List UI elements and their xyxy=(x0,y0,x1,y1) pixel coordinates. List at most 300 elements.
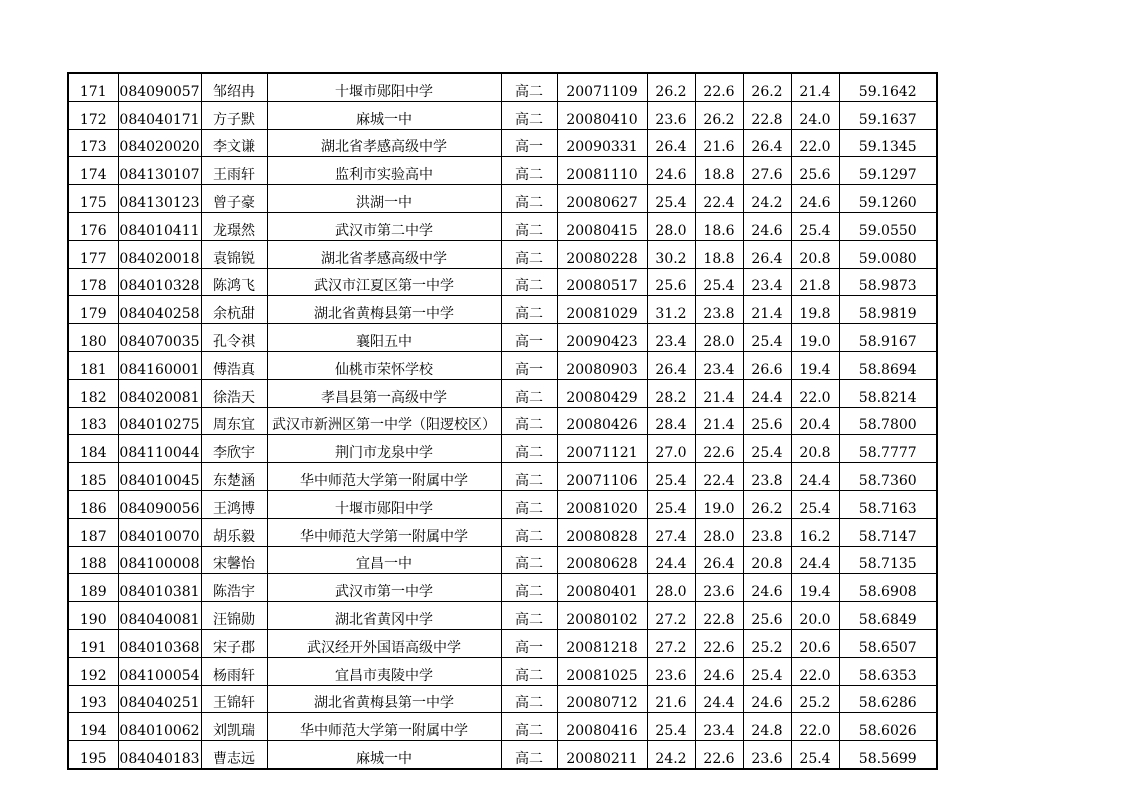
school-cell: 麻城一中 xyxy=(267,741,501,769)
birthdate-cell: 20071106 xyxy=(557,463,647,491)
score-1-cell: 24.4 xyxy=(647,546,695,574)
score-1-cell: 27.2 xyxy=(647,602,695,630)
school-cell: 宜昌市夷陵中学 xyxy=(267,657,501,685)
exam-id-cell: 084010381 xyxy=(118,574,201,602)
score-3-cell: 27.6 xyxy=(743,157,791,185)
birthdate-cell: 20080211 xyxy=(557,741,647,769)
score-1-cell: 27.2 xyxy=(647,629,695,657)
score-4-cell: 20.6 xyxy=(791,629,839,657)
birthdate-cell: 20080102 xyxy=(557,602,647,630)
school-cell: 武汉经开外国语高级中学 xyxy=(267,629,501,657)
score-3-cell: 23.4 xyxy=(743,268,791,296)
exam-id-cell: 084010368 xyxy=(118,629,201,657)
table-row xyxy=(68,268,937,296)
score-2-cell: 28.0 xyxy=(695,324,743,352)
exam-id-cell: 084070035 xyxy=(118,324,201,352)
score-2-cell: 21.4 xyxy=(695,407,743,435)
score-1-cell: 25.4 xyxy=(647,490,695,518)
school-cell: 宜昌一中 xyxy=(267,546,501,574)
exam-id-cell: 084020018 xyxy=(118,240,201,268)
name-cell: 王锦轩 xyxy=(201,685,267,713)
total-score-cell: 58.5699 xyxy=(839,741,937,769)
score-4-cell: 21.8 xyxy=(791,268,839,296)
score-4-cell: 22.0 xyxy=(791,129,839,157)
grade-cell: 高二 xyxy=(501,296,557,324)
birthdate-cell: 20080228 xyxy=(557,240,647,268)
grade-cell: 高二 xyxy=(501,212,557,240)
total-score-cell: 58.7777 xyxy=(839,435,937,463)
score-3-cell: 23.8 xyxy=(743,463,791,491)
name-cell: 袁锦锐 xyxy=(201,240,267,268)
table-row xyxy=(68,324,937,352)
score-3-cell: 24.6 xyxy=(743,685,791,713)
table-row xyxy=(68,185,937,213)
name-cell: 王雨轩 xyxy=(201,157,267,185)
school-cell: 湖北省黄梅县第一中学 xyxy=(267,685,501,713)
score-2-cell: 26.4 xyxy=(695,546,743,574)
birthdate-cell: 20071121 xyxy=(557,435,647,463)
table-row xyxy=(68,713,937,741)
name-cell: 傅浩真 xyxy=(201,351,267,379)
table-row xyxy=(68,463,937,491)
score-1-cell: 21.6 xyxy=(647,685,695,713)
school-cell: 武汉市第二中学 xyxy=(267,212,501,240)
name-cell: 曾子豪 xyxy=(201,185,267,213)
score-2-cell: 22.4 xyxy=(695,463,743,491)
school-cell: 洪湖一中 xyxy=(267,185,501,213)
school-cell: 孝昌县第一高级中学 xyxy=(267,379,501,407)
score-2-cell: 24.6 xyxy=(695,657,743,685)
score-1-cell: 24.2 xyxy=(647,741,695,769)
score-3-cell: 21.4 xyxy=(743,296,791,324)
school-cell: 湖北省孝感高级中学 xyxy=(267,240,501,268)
school-cell: 华中师范大学第一附属中学 xyxy=(267,463,501,491)
birthdate-cell: 20080628 xyxy=(557,546,647,574)
birthdate-cell: 20080415 xyxy=(557,212,647,240)
name-cell: 周东宜 xyxy=(201,407,267,435)
rank-cell: 195 xyxy=(68,741,118,769)
score-4-cell: 19.8 xyxy=(791,296,839,324)
table-row xyxy=(68,296,937,324)
name-cell: 刘凯瑞 xyxy=(201,713,267,741)
name-cell: 汪锦勋 xyxy=(201,602,267,630)
total-score-cell: 58.9819 xyxy=(839,296,937,324)
name-cell: 胡乐毅 xyxy=(201,518,267,546)
score-2-cell: 22.6 xyxy=(695,435,743,463)
rank-cell: 177 xyxy=(68,240,118,268)
score-2-cell: 23.6 xyxy=(695,574,743,602)
score-4-cell: 25.6 xyxy=(791,157,839,185)
total-score-cell: 58.8214 xyxy=(839,379,937,407)
total-score-cell: 58.6026 xyxy=(839,713,937,741)
rank-cell: 174 xyxy=(68,157,118,185)
table-row xyxy=(68,73,937,101)
total-score-cell: 58.7135 xyxy=(839,546,937,574)
score-1-cell: 24.6 xyxy=(647,157,695,185)
grade-cell: 高二 xyxy=(501,741,557,769)
score-2-cell: 18.8 xyxy=(695,157,743,185)
rank-cell: 191 xyxy=(68,629,118,657)
score-4-cell: 24.4 xyxy=(791,463,839,491)
school-cell: 麻城一中 xyxy=(267,101,501,129)
score-3-cell: 26.4 xyxy=(743,129,791,157)
score-3-cell: 24.4 xyxy=(743,379,791,407)
total-score-cell: 59.1297 xyxy=(839,157,937,185)
score-1-cell: 26.4 xyxy=(647,129,695,157)
birthdate-cell: 20080416 xyxy=(557,713,647,741)
table-row xyxy=(68,629,937,657)
exam-id-cell: 084090056 xyxy=(118,490,201,518)
score-2-cell: 18.6 xyxy=(695,212,743,240)
exam-id-cell: 084010070 xyxy=(118,518,201,546)
score-2-cell: 25.4 xyxy=(695,268,743,296)
grade-cell: 高二 xyxy=(501,657,557,685)
score-1-cell: 28.0 xyxy=(647,212,695,240)
table-row xyxy=(68,435,937,463)
school-cell: 湖北省孝感高级中学 xyxy=(267,129,501,157)
table-row xyxy=(68,685,937,713)
birthdate-cell: 20081218 xyxy=(557,629,647,657)
grade-cell: 高二 xyxy=(501,185,557,213)
rank-cell: 188 xyxy=(68,546,118,574)
grade-cell: 高一 xyxy=(501,324,557,352)
birthdate-cell: 20071109 xyxy=(557,73,647,101)
score-3-cell: 26.2 xyxy=(743,490,791,518)
score-3-cell: 25.4 xyxy=(743,657,791,685)
school-cell: 襄阳五中 xyxy=(267,324,501,352)
total-score-cell: 58.7360 xyxy=(839,463,937,491)
exam-id-cell: 084090057 xyxy=(118,73,201,101)
school-cell: 武汉市江夏区第一中学 xyxy=(267,268,501,296)
score-4-cell: 20.4 xyxy=(791,407,839,435)
score-1-cell: 28.4 xyxy=(647,407,695,435)
score-4-cell: 22.0 xyxy=(791,657,839,685)
score-2-cell: 21.6 xyxy=(695,129,743,157)
score-1-cell: 23.6 xyxy=(647,657,695,685)
score-1-cell: 28.2 xyxy=(647,379,695,407)
school-cell: 十堰市郧阳中学 xyxy=(267,490,501,518)
total-score-cell: 59.1637 xyxy=(839,101,937,129)
birthdate-cell: 20090423 xyxy=(557,324,647,352)
school-cell: 华中师范大学第一附属中学 xyxy=(267,713,501,741)
name-cell: 邹绍冉 xyxy=(201,73,267,101)
score-3-cell: 24.6 xyxy=(743,212,791,240)
table-row xyxy=(68,574,937,602)
score-4-cell: 22.0 xyxy=(791,713,839,741)
school-cell: 武汉市第一中学 xyxy=(267,574,501,602)
total-score-cell: 58.8694 xyxy=(839,351,937,379)
grade-cell: 高二 xyxy=(501,685,557,713)
exam-id-cell: 084040171 xyxy=(118,101,201,129)
birthdate-cell: 20080401 xyxy=(557,574,647,602)
birthdate-cell: 20080410 xyxy=(557,101,647,129)
table-row xyxy=(68,101,937,129)
table-row xyxy=(68,240,937,268)
exam-id-cell: 084040258 xyxy=(118,296,201,324)
grade-cell: 高二 xyxy=(501,73,557,101)
grade-cell: 高二 xyxy=(501,407,557,435)
rank-cell: 189 xyxy=(68,574,118,602)
total-score-cell: 58.6353 xyxy=(839,657,937,685)
name-cell: 曹志远 xyxy=(201,741,267,769)
grade-cell: 高二 xyxy=(501,240,557,268)
table-row xyxy=(68,379,937,407)
rank-cell: 171 xyxy=(68,73,118,101)
total-score-cell: 58.6286 xyxy=(839,685,937,713)
score-3-cell: 26.4 xyxy=(743,240,791,268)
name-cell: 龙璟然 xyxy=(201,212,267,240)
score-2-cell: 22.6 xyxy=(695,73,743,101)
exam-id-cell: 084010411 xyxy=(118,212,201,240)
exam-id-cell: 084160001 xyxy=(118,351,201,379)
rank-cell: 185 xyxy=(68,463,118,491)
table-row xyxy=(68,157,937,185)
score-4-cell: 20.0 xyxy=(791,602,839,630)
school-cell: 华中师范大学第一附属中学 xyxy=(267,518,501,546)
score-3-cell: 25.6 xyxy=(743,602,791,630)
score-4-cell: 19.4 xyxy=(791,351,839,379)
birthdate-cell: 20080627 xyxy=(557,185,647,213)
grade-cell: 高二 xyxy=(501,379,557,407)
score-3-cell: 22.8 xyxy=(743,101,791,129)
rank-cell: 179 xyxy=(68,296,118,324)
score-4-cell: 19.0 xyxy=(791,324,839,352)
score-1-cell: 23.6 xyxy=(647,101,695,129)
grade-cell: 高二 xyxy=(501,463,557,491)
rank-cell: 181 xyxy=(68,351,118,379)
exam-id-cell: 084010328 xyxy=(118,268,201,296)
name-cell: 孔令祺 xyxy=(201,324,267,352)
total-score-cell: 58.6507 xyxy=(839,629,937,657)
school-cell: 仙桃市荣怀学校 xyxy=(267,351,501,379)
total-score-cell: 58.6849 xyxy=(839,602,937,630)
rank-cell: 184 xyxy=(68,435,118,463)
table-row xyxy=(68,518,937,546)
grade-cell: 高一 xyxy=(501,629,557,657)
table-row xyxy=(68,129,937,157)
results-table xyxy=(67,72,938,770)
score-4-cell: 24.0 xyxy=(791,101,839,129)
name-cell: 东楚涵 xyxy=(201,463,267,491)
exam-id-cell: 084100008 xyxy=(118,546,201,574)
grade-cell: 高二 xyxy=(501,435,557,463)
school-cell: 荆门市龙泉中学 xyxy=(267,435,501,463)
score-1-cell: 27.4 xyxy=(647,518,695,546)
score-2-cell: 23.4 xyxy=(695,713,743,741)
rank-cell: 194 xyxy=(68,713,118,741)
name-cell: 陈浩宇 xyxy=(201,574,267,602)
school-cell: 湖北省黄梅县第一中学 xyxy=(267,296,501,324)
rank-cell: 182 xyxy=(68,379,118,407)
rank-cell: 178 xyxy=(68,268,118,296)
birthdate-cell: 20081029 xyxy=(557,296,647,324)
score-2-cell: 19.0 xyxy=(695,490,743,518)
total-score-cell: 59.1642 xyxy=(839,73,937,101)
exam-id-cell: 084040183 xyxy=(118,741,201,769)
exam-id-cell: 084010275 xyxy=(118,407,201,435)
score-2-cell: 22.8 xyxy=(695,602,743,630)
score-4-cell: 21.4 xyxy=(791,73,839,101)
exam-id-cell: 084040081 xyxy=(118,602,201,630)
score-4-cell: 20.8 xyxy=(791,435,839,463)
rank-cell: 180 xyxy=(68,324,118,352)
grade-cell: 高二 xyxy=(501,157,557,185)
total-score-cell: 58.7147 xyxy=(839,518,937,546)
score-2-cell: 28.0 xyxy=(695,518,743,546)
table-row xyxy=(68,490,937,518)
exam-id-cell: 084010062 xyxy=(118,713,201,741)
score-4-cell: 25.4 xyxy=(791,741,839,769)
score-1-cell: 25.4 xyxy=(647,463,695,491)
exam-id-cell: 084130107 xyxy=(118,157,201,185)
grade-cell: 高二 xyxy=(501,546,557,574)
score-4-cell: 19.4 xyxy=(791,574,839,602)
score-3-cell: 23.6 xyxy=(743,741,791,769)
exam-id-cell: 084040251 xyxy=(118,685,201,713)
score-2-cell: 21.4 xyxy=(695,379,743,407)
name-cell: 李欣宇 xyxy=(201,435,267,463)
score-3-cell: 26.2 xyxy=(743,73,791,101)
school-cell: 监利市实验高中 xyxy=(267,157,501,185)
score-3-cell: 24.2 xyxy=(743,185,791,213)
score-1-cell: 28.0 xyxy=(647,574,695,602)
rank-cell: 176 xyxy=(68,212,118,240)
score-4-cell: 25.2 xyxy=(791,685,839,713)
rank-cell: 192 xyxy=(68,657,118,685)
score-1-cell: 25.4 xyxy=(647,185,695,213)
rank-cell: 175 xyxy=(68,185,118,213)
name-cell: 徐浩天 xyxy=(201,379,267,407)
name-cell: 余杭甜 xyxy=(201,296,267,324)
grade-cell: 高二 xyxy=(501,713,557,741)
table-row xyxy=(68,407,937,435)
score-2-cell: 18.8 xyxy=(695,240,743,268)
grade-cell: 高一 xyxy=(501,129,557,157)
score-3-cell: 20.8 xyxy=(743,546,791,574)
exam-id-cell: 084020081 xyxy=(118,379,201,407)
exam-id-cell: 084010045 xyxy=(118,463,201,491)
score-2-cell: 23.4 xyxy=(695,351,743,379)
score-3-cell: 25.2 xyxy=(743,629,791,657)
birthdate-cell: 20081025 xyxy=(557,657,647,685)
birthdate-cell: 20090331 xyxy=(557,129,647,157)
score-4-cell: 20.8 xyxy=(791,240,839,268)
grade-cell: 高二 xyxy=(501,518,557,546)
birthdate-cell: 20080903 xyxy=(557,351,647,379)
score-4-cell: 22.0 xyxy=(791,379,839,407)
table-row xyxy=(68,351,937,379)
grade-cell: 高二 xyxy=(501,602,557,630)
score-2-cell: 22.6 xyxy=(695,741,743,769)
birthdate-cell: 20081110 xyxy=(557,157,647,185)
birthdate-cell: 20080429 xyxy=(557,379,647,407)
score-1-cell: 25.4 xyxy=(647,713,695,741)
total-score-cell: 59.0550 xyxy=(839,212,937,240)
rank-cell: 187 xyxy=(68,518,118,546)
score-4-cell: 25.4 xyxy=(791,212,839,240)
score-4-cell: 25.4 xyxy=(791,490,839,518)
grade-cell: 高一 xyxy=(501,351,557,379)
score-1-cell: 30.2 xyxy=(647,240,695,268)
name-cell: 方子默 xyxy=(201,101,267,129)
rank-cell: 186 xyxy=(68,490,118,518)
score-3-cell: 23.8 xyxy=(743,518,791,546)
score-1-cell: 31.2 xyxy=(647,296,695,324)
name-cell: 李文谦 xyxy=(201,129,267,157)
birthdate-cell: 20080828 xyxy=(557,518,647,546)
table-row xyxy=(68,657,937,685)
score-1-cell: 25.6 xyxy=(647,268,695,296)
exam-id-cell: 084020020 xyxy=(118,129,201,157)
score-2-cell: 23.8 xyxy=(695,296,743,324)
score-2-cell: 22.4 xyxy=(695,185,743,213)
score-3-cell: 25.4 xyxy=(743,324,791,352)
total-score-cell: 58.6908 xyxy=(839,574,937,602)
total-score-cell: 59.1345 xyxy=(839,129,937,157)
score-3-cell: 25.4 xyxy=(743,435,791,463)
birthdate-cell: 20080426 xyxy=(557,407,647,435)
total-score-cell: 58.9167 xyxy=(839,324,937,352)
grade-cell: 高二 xyxy=(501,490,557,518)
school-cell: 武汉市新洲区第一中学（阳逻校区） xyxy=(267,407,501,435)
school-cell: 十堰市郧阳中学 xyxy=(267,73,501,101)
grade-cell: 高二 xyxy=(501,574,557,602)
rank-cell: 183 xyxy=(68,407,118,435)
total-score-cell: 58.7800 xyxy=(839,407,937,435)
score-3-cell: 24.8 xyxy=(743,713,791,741)
table-row xyxy=(68,212,937,240)
score-1-cell: 26.4 xyxy=(647,351,695,379)
school-cell: 湖北省黄冈中学 xyxy=(267,602,501,630)
name-cell: 宋馨怡 xyxy=(201,546,267,574)
exam-id-cell: 084100054 xyxy=(118,657,201,685)
total-score-cell: 59.1260 xyxy=(839,185,937,213)
table-row xyxy=(68,602,937,630)
score-4-cell: 24.6 xyxy=(791,185,839,213)
name-cell: 杨雨轩 xyxy=(201,657,267,685)
name-cell: 王鸿博 xyxy=(201,490,267,518)
grade-cell: 高二 xyxy=(501,268,557,296)
table-body xyxy=(68,73,937,769)
exam-id-cell: 084130123 xyxy=(118,185,201,213)
score-4-cell: 24.4 xyxy=(791,546,839,574)
table-row xyxy=(68,546,937,574)
score-1-cell: 23.4 xyxy=(647,324,695,352)
birthdate-cell: 20080712 xyxy=(557,685,647,713)
score-1-cell: 27.0 xyxy=(647,435,695,463)
name-cell: 宋子郡 xyxy=(201,629,267,657)
birthdate-cell: 20080517 xyxy=(557,268,647,296)
rank-cell: 172 xyxy=(68,101,118,129)
score-2-cell: 24.4 xyxy=(695,685,743,713)
total-score-cell: 59.0080 xyxy=(839,240,937,268)
rank-cell: 193 xyxy=(68,685,118,713)
score-2-cell: 26.2 xyxy=(695,101,743,129)
table-row xyxy=(68,741,937,769)
score-3-cell: 25.6 xyxy=(743,407,791,435)
name-cell: 陈鸿飞 xyxy=(201,268,267,296)
exam-id-cell: 084110044 xyxy=(118,435,201,463)
score-2-cell: 22.6 xyxy=(695,629,743,657)
rank-cell: 190 xyxy=(68,602,118,630)
rank-cell: 173 xyxy=(68,129,118,157)
birthdate-cell: 20081020 xyxy=(557,490,647,518)
total-score-cell: 58.9873 xyxy=(839,268,937,296)
score-4-cell: 16.2 xyxy=(791,518,839,546)
score-3-cell: 26.6 xyxy=(743,351,791,379)
score-3-cell: 24.6 xyxy=(743,574,791,602)
score-1-cell: 26.2 xyxy=(647,73,695,101)
